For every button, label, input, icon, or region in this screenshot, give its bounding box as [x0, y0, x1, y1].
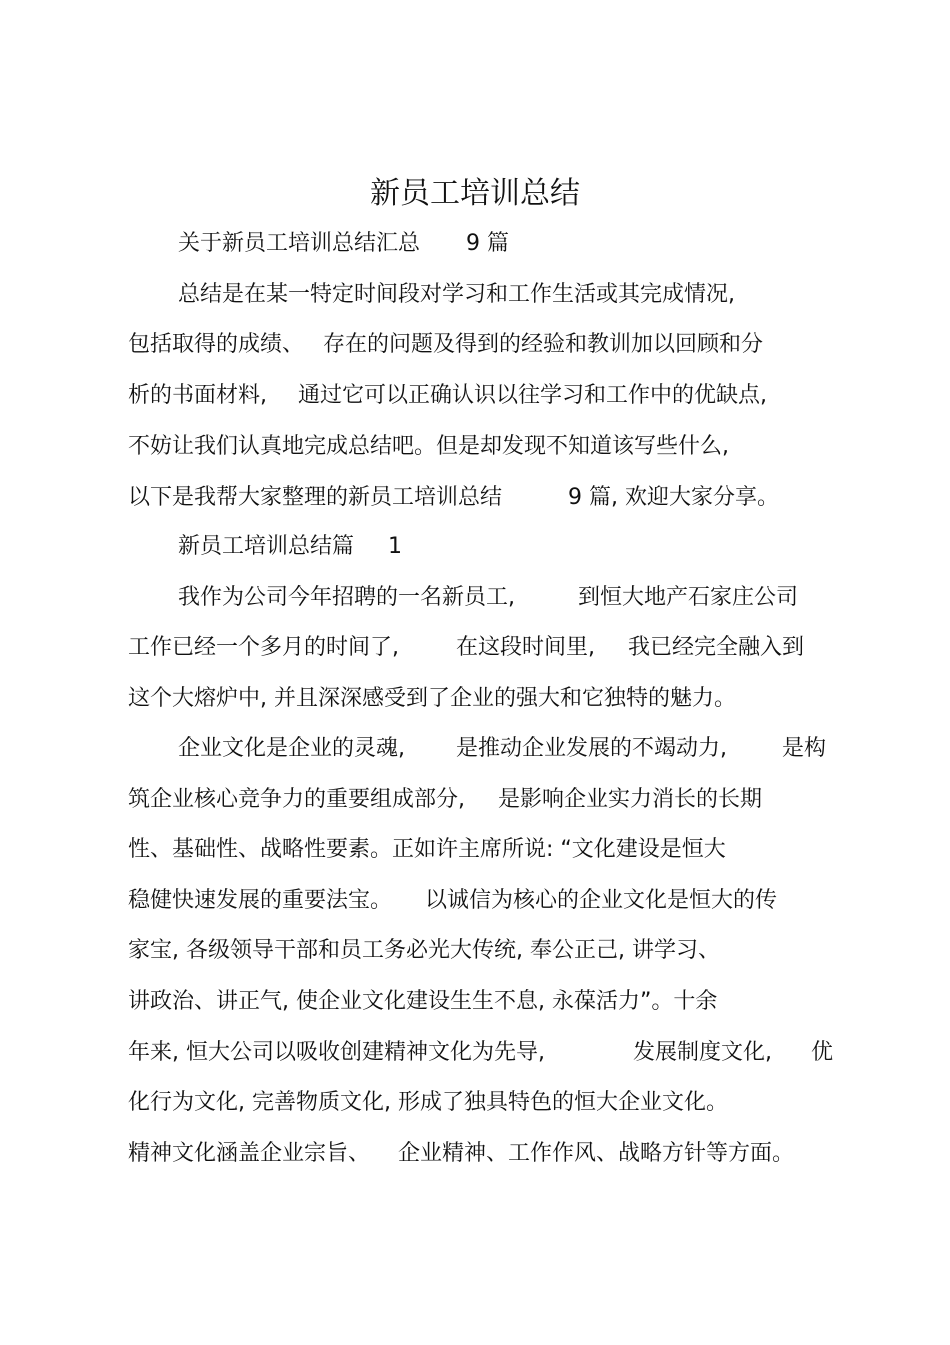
body-text-segment: 精神文化涵盖企业宗旨、 [128, 1141, 371, 1166]
body-text-segment: 我已经完全融入到 [628, 635, 805, 660]
body-text-segment: 不妨让我们认真地完成总结吧。但是却发现不知道该写些什么, [128, 434, 729, 459]
body-text-segment: 新员工培训总结篇 [178, 534, 355, 559]
body-text-segment: 9 篇, 欢迎大家分享。 [568, 485, 779, 510]
body-text-segment: 性、基础性、战略性要素。正如许主席所说: “文化建设是恒大 [128, 837, 726, 862]
body-line [0, 1085, 950, 1121]
body-text-segment: 企业文化是企业的灵魂, [178, 736, 405, 761]
body-line [0, 480, 950, 516]
body-line [0, 984, 950, 1020]
body-text-segment: 化行为文化, 完善物质文化, 形成了独具特色的恒大企业文化。 [128, 1090, 728, 1115]
body-line [0, 630, 950, 666]
body-line [0, 580, 950, 616]
body-text-segment: 包括取得的成绩、 [128, 332, 305, 357]
body-text-segment: 是构 [782, 736, 827, 761]
body-text-segment: 存在的问题及得到的经验和教训加以回顾和分 [323, 332, 764, 357]
body-line [0, 832, 950, 868]
body-line [0, 226, 950, 262]
body-line [0, 933, 950, 969]
body-text-segment: 通过它可以正确认识以往学习和工作中的优缺点, [298, 383, 767, 408]
body-text-segment: 这个大熔炉中, 并且深深感受到了企业的强大和它独特的魅力。 [128, 686, 736, 711]
body-text-segment: 工作已经一个多月的时间了, [128, 635, 399, 660]
body-text-segment: 以诚信为核心的企业文化是恒大的传 [425, 888, 778, 913]
body-line [0, 731, 950, 767]
body-line [0, 327, 950, 363]
body-text-segment: 到恒大地产石家庄公司 [578, 585, 799, 610]
body-text-segment: 筑企业核心竞争力的重要组成部分, [128, 787, 465, 812]
body-text-segment: 优 [811, 1040, 834, 1065]
body-text-segment: 1 [388, 534, 402, 559]
body-line [0, 277, 950, 313]
body-text-segment: 稳健快速发展的重要法宝。 [128, 888, 393, 913]
body-line [0, 378, 950, 414]
document-title: 新员工培训总结 [370, 176, 580, 211]
body-text-segment: 发展制度文化, [633, 1040, 772, 1065]
body-text-segment: 9 篇 [466, 231, 509, 256]
body-text-segment: 关于新员工培训总结汇总 [178, 231, 421, 256]
body-text-segment: 年来, 恒大公司以吸收创建精神文化为先导, [128, 1040, 545, 1065]
body-text-segment: 我作为公司今年招聘的一名新员工, [178, 585, 515, 610]
body-text-segment: 家宝, 各级领导干部和员工务必光大传统, 奉公正己, 讲学习、 [128, 938, 720, 963]
body-line [0, 782, 950, 818]
body-text-segment: 讲政治、讲正气, 使企业文化建设生生不息, 永葆活力”。十余 [128, 989, 718, 1014]
body-text-segment: 以下是我帮大家整理的新员工培训总结 [128, 485, 503, 510]
body-line [0, 1035, 950, 1071]
body-text-segment: 企业精神、工作作风、战略方针等方面。 [398, 1141, 795, 1166]
body-line [0, 883, 950, 919]
body-text-segment: 是影响企业实力消长的长期 [498, 787, 763, 812]
body-text-segment: 在这段时间里, [456, 635, 595, 660]
body-line [0, 529, 950, 565]
body-text-segment: 析的书面材料, [128, 383, 267, 408]
body-line [0, 429, 950, 465]
body-line [0, 681, 950, 717]
body-text-segment: 总结是在某一特定时间段对学习和工作生活或其完成情况, [178, 282, 735, 307]
body-text-segment: 是推动企业发展的不竭动力, [456, 736, 727, 761]
body-line [0, 1136, 950, 1172]
